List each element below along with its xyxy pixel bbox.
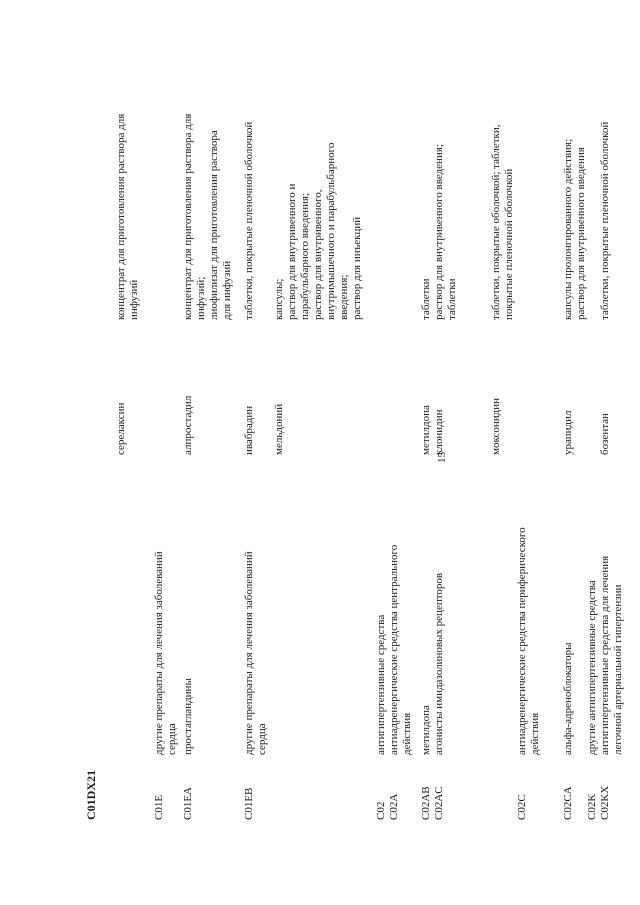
drug-name — [420, 335, 433, 455]
atc-code — [516, 760, 529, 820]
drug-name-text: клонидин — [433, 409, 445, 455]
group-name — [599, 485, 625, 755]
group-name-line: простагландины — [182, 678, 194, 755]
group-name-line: действия — [529, 712, 541, 755]
drug-name — [115, 335, 128, 455]
dosage-forms — [490, 40, 516, 320]
atc-code-text: C02 — [375, 801, 387, 820]
atc-code — [243, 760, 256, 820]
atc-code-text: C02A — [388, 793, 400, 820]
group-name — [243, 485, 269, 755]
dosage-forms — [273, 40, 364, 320]
dosage-form-line: раствор для инъекций — [351, 216, 363, 320]
atc-code-text: C01E — [153, 794, 165, 820]
dosage-form-line: капсулы пролонгированного действия; — [562, 138, 574, 320]
group-name-line: действия — [401, 712, 413, 755]
drug-name-text: мельдоний — [273, 403, 285, 455]
drug-name-text: моксонидин — [490, 397, 502, 455]
dosage-form-line: таблетки, покрытые оболочкой; таблетки, — [490, 124, 502, 320]
group-name-line: сердца — [256, 723, 268, 755]
group-name-line: метилдопа — [420, 705, 432, 755]
atc-code — [433, 760, 446, 820]
dosage-form-line: концентрат для приготовления раствора для — [115, 113, 127, 320]
group-name-line: антигипертензивные средства — [375, 614, 387, 755]
atc-code-text: C01DX21 — [84, 770, 98, 820]
dosage-form-line: раствор для внутривенного введения; — [433, 144, 445, 320]
group-name-line: легочной артериальной гипертензии — [612, 584, 624, 755]
drug-name — [562, 335, 575, 455]
drug-name — [182, 335, 195, 455]
atc-code-text: C02KX — [599, 785, 611, 820]
atc-code — [85, 760, 98, 820]
dosage-forms — [420, 40, 433, 320]
group-name-line: другие препараты для лечения заболеваний — [243, 551, 255, 755]
dosage-form-line: капсулы; — [273, 278, 285, 320]
atc-code-text: C01EA — [182, 787, 194, 820]
dosage-form-line: таблетки — [420, 278, 432, 320]
atc-code-text: C02K — [586, 793, 598, 820]
drug-name-text: серелаксин — [115, 402, 127, 455]
dosage-form-line: внутримышечного и парабульбарного — [325, 142, 337, 320]
group-name — [153, 485, 179, 755]
dosage-form-line: таблетки, покрытые пленочной оболочкой — [243, 121, 255, 320]
dosage-form-line: инфузий — [128, 279, 140, 320]
atc-code — [420, 760, 433, 820]
dosage-form-line: для инфузий — [221, 260, 233, 320]
group-name — [388, 485, 414, 755]
dosage-form-line: таблетки, покрытые пленочной оболочкой — [599, 121, 611, 320]
drug-name-text: алпростадил — [182, 395, 194, 455]
group-name-line: агонисты имидазолиновых рецепторов — [433, 572, 445, 755]
dosage-forms — [243, 40, 256, 320]
drug-name-text: бозентан — [599, 413, 611, 455]
atc-code-text: C01EB — [243, 787, 255, 820]
group-name — [182, 485, 195, 755]
atc-code — [586, 760, 599, 820]
dosage-form-line: раствор для внутривенного и — [286, 183, 298, 320]
dosage-forms — [115, 40, 141, 320]
atc-code — [375, 760, 388, 820]
drug-name — [243, 335, 256, 455]
dosage-forms — [599, 40, 612, 320]
atc-code — [599, 760, 612, 820]
drug-name-text: ивабрадин — [243, 405, 255, 455]
drug-name-text: метилдопа — [420, 405, 432, 455]
group-name-line: антиадренергические средства центрального — [388, 544, 400, 755]
group-name-line: антигипертензивные средства для лечения — [599, 555, 611, 755]
drug-name — [273, 335, 286, 455]
dosage-form-line: раствор для внутривенного введения — [575, 147, 587, 320]
dosage-form-line: введения; — [338, 274, 350, 320]
group-name-line: антиадренергические средства периферического — [516, 527, 528, 755]
dosage-form-line: концентрат для приготовления раствора для — [182, 113, 194, 320]
dosage-forms — [562, 40, 588, 320]
group-name — [420, 485, 433, 755]
atc-code — [562, 760, 575, 820]
group-name — [516, 485, 542, 755]
dosage-forms — [182, 40, 234, 320]
atc-code-text: C02CA — [562, 786, 574, 820]
atc-code — [182, 760, 195, 820]
group-name-line: другие антигипертензивные средства — [586, 580, 598, 755]
group-name — [433, 485, 446, 755]
dosage-form-line: покрытые пленочной оболочкой — [503, 168, 515, 320]
drug-name-text: урапидил — [562, 410, 574, 455]
dosage-form-line: таблетки — [446, 278, 458, 320]
group-name-line: другие препараты для лечения заболеваний — [153, 551, 165, 755]
dosage-forms — [433, 40, 459, 320]
atc-code — [388, 760, 401, 820]
group-name — [586, 485, 599, 755]
atc-code-text: C02AB — [420, 786, 432, 820]
drug-name — [433, 335, 446, 455]
drug-name — [490, 335, 503, 455]
group-name-line: сердца — [166, 723, 178, 755]
atc-code-text: C02C — [516, 794, 528, 820]
dosage-form-line: лиофилизат для приготовления раствора — [208, 130, 220, 320]
drug-name — [599, 335, 612, 455]
atc-code-text: C02AC — [433, 786, 445, 820]
page-number: 15 — [436, 452, 448, 463]
dosage-form-line: инфузий; — [195, 276, 207, 320]
dosage-form-line: парабульбарного введения; — [299, 192, 311, 320]
dosage-form-line: раствор для внутривенного, — [312, 189, 324, 320]
group-name-line: альфа-адреноблокаторы — [562, 642, 574, 755]
atc-code — [153, 760, 166, 820]
group-name — [375, 485, 388, 755]
group-name — [562, 485, 575, 755]
